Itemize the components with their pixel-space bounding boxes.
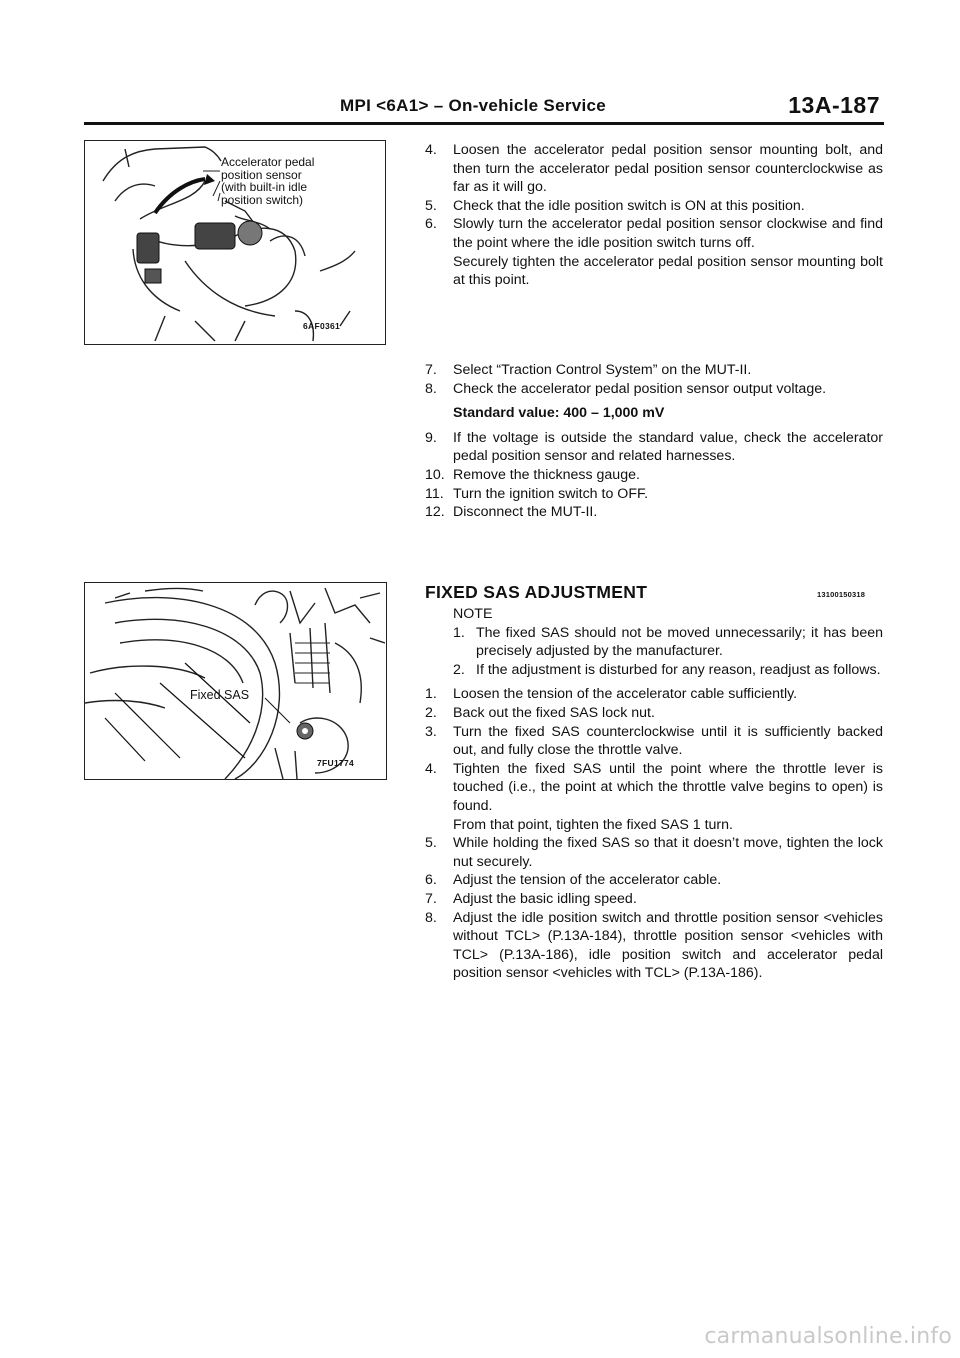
- page-number: 13A-187: [788, 92, 880, 118]
- list-item: 10. Remove the thickness gauge.: [425, 466, 640, 483]
- list-item: 4. Loosen the accelerator pedal position sensor mounting bolt, and then turn the accelerator pedal position sensor counterclockwise as far as it will go.: [425, 142, 883, 196]
- section-code: 13100150318: [817, 590, 866, 599]
- list-item: 8. Check the accelerator pedal position sensor output voltage.: [425, 380, 827, 397]
- header-rule: [84, 122, 884, 125]
- list-item: 6. Slowly turn the accelerator pedal position sensor clockwise and find the point where the idle position switch turns off.: [425, 216, 883, 251]
- section-1-steps-continued: [425, 361, 883, 522]
- note-label: NOTE: [453, 606, 493, 622]
- figure-2-code: 7FU1774: [317, 758, 355, 768]
- list-item: 1. The fixed SAS should not be moved unnecessarily; it has been precisely adjusted by the manufacturer.: [453, 624, 883, 660]
- figure-1-code: 6AF0361: [303, 321, 341, 331]
- list-item: 1. Loosen the tension of the accelerator cable sufficiently.: [425, 686, 798, 703]
- list-item: 3. Turn the fixed SAS counterclockwise until it is sufficiently backed out, and fully close the throttle valve.: [425, 723, 883, 759]
- list-item: 7. Select “Traction Control System” on the MUT-II.: [425, 362, 752, 378]
- step-6-continuation: Securely tighten the accelerator pedal position sensor mounting bolt at this point.: [453, 253, 883, 289]
- list-item: 5. While holding the fixed SAS so that it doesn’t move, tighten the lock nut securely.: [425, 835, 883, 870]
- section-title: FIXED SAS ADJUSTMENT: [425, 582, 648, 602]
- callout-line: position switch): [221, 192, 304, 207]
- callout-line: Accelerator pedal: [221, 155, 315, 169]
- list-item: 5. Check that the idle position switch is ON at this position.: [425, 197, 805, 214]
- page-title: MPI <6A1> – On-vehicle Service: [340, 96, 607, 115]
- standard-value: Standard value: 400 – 1,000 mV: [453, 405, 665, 422]
- list-item: 11. Turn the ignition switch to OFF.: [425, 485, 649, 502]
- list-item: 6. Adjust the tension of the accelerator cable.: [425, 872, 722, 889]
- callout-line: (with built-in idle: [221, 180, 308, 194]
- list-item: 2. Back out the fixed SAS lock nut.: [425, 704, 655, 721]
- step-4-continuation: From that point, tighten the fixed SAS 1 turn.: [453, 816, 733, 833]
- list-item: 12. Disconnect the MUT-II.: [425, 504, 598, 521]
- list-item: 4. Tighten the fixed SAS until the point where the throttle lever is touched (i.e., the point at which the throttle valve begins to open) is found.: [425, 760, 883, 814]
- figure-2-illustration: [85, 583, 386, 779]
- figure-fixed-sas: [84, 582, 387, 780]
- list-item: 7. Adjust the basic idling speed.: [425, 890, 637, 907]
- callout-line: position sensor: [221, 167, 302, 182]
- figure-accelerator-pedal-sensor: [84, 140, 386, 345]
- list-item: 8. Adjust the idle position switch and throttle position sensor <vehicles without TCL> (P.13A-184), throttle position sensor <vehicles with TCL> (P.13A-186), idle position switch and accelerator pedal position sensor <vehicles with TCL> (P.13A-186).: [425, 909, 883, 982]
- page-header: [84, 94, 884, 124]
- watermark-link[interactable]: carmanualsonline.info: [704, 1324, 952, 1349]
- list-item: 9. If the voltage is outside the standard value, check the accelerator pedal position sensor and related harnesses.: [425, 429, 883, 465]
- figure-2-callout: Fixed SAS: [190, 688, 250, 702]
- section-2-content: [425, 605, 883, 983]
- section-1-steps: [425, 141, 883, 290]
- list-item: 2. If the adjustment is disturbed for any reason, readjust as follows.: [453, 661, 881, 678]
- figure-1-callout: [221, 156, 314, 206]
